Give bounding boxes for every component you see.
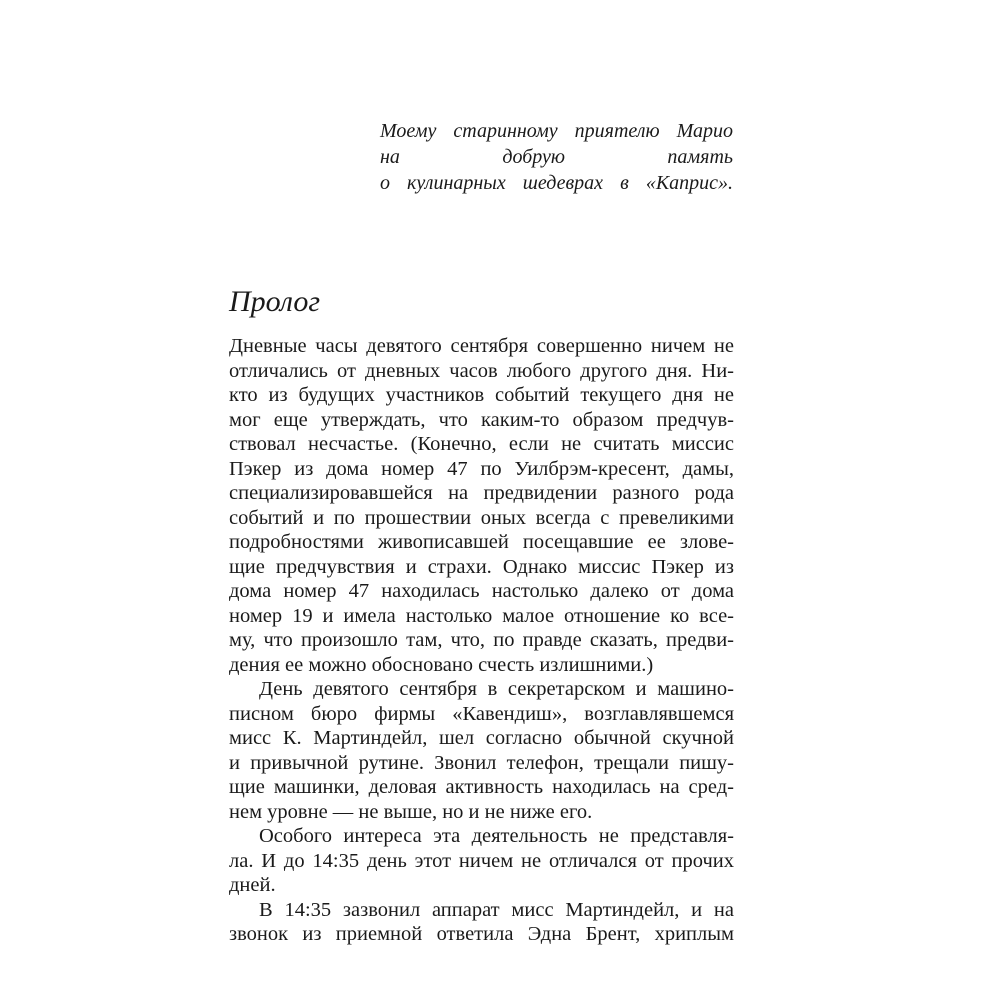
text-line: В 14:35 зазвонил аппарат мисс Мартиндейл, и на xyxy=(259,898,734,921)
text-line: отличались от дневных часов любого другого дня. Ни- xyxy=(229,359,734,382)
text-line: номер 19 и имела настолько малое отношение ко все- xyxy=(229,604,734,627)
text-line: и привычной рутине. Звонил телефон, трещали пишу- xyxy=(229,751,734,774)
epigraph-line: о кулинарных шедеврах в «Каприс». xyxy=(380,172,733,194)
text-line: дома номер 47 находилась настолько далеко от дома xyxy=(229,580,734,602)
text-line: нем уровне — не выше, но и не ниже его. xyxy=(229,800,593,823)
text-line: специализировавшейся на предвидении разного рода xyxy=(229,482,734,504)
epigraph-line: Моему старинному приятелю Марио xyxy=(380,120,733,142)
text-line: мог еще утверждать, что каким-то образом предчув- xyxy=(229,408,734,431)
text-line: му, что произошло там, что, по правде сказать, предви- xyxy=(229,629,734,651)
paragraph xyxy=(229,334,734,677)
epigraph xyxy=(380,118,733,196)
body-text xyxy=(229,334,734,947)
text-line: Дневные часы девятого сентября совершенно ничем не xyxy=(229,335,734,357)
paragraph xyxy=(229,898,734,947)
text-line: звонок из приемной ответила Эдна Брент, хриплым xyxy=(229,923,734,945)
text-line: мисс К. Мартиндейл, шел согласно обычной скучной xyxy=(229,727,734,749)
paragraph xyxy=(229,677,734,824)
text-line: писном бюро фирмы «Кавендиш», возглавлявшемся xyxy=(229,702,734,725)
text-line: событий и по прошествии оных всегда с превеликими xyxy=(229,506,734,529)
chapter-title: Пролог xyxy=(229,285,321,318)
paragraph xyxy=(229,824,734,898)
text-line: щие предчувствия и страхи. Однако миссис Пэкер из xyxy=(229,555,734,578)
text-line: День девятого сентября в секретарском и машино- xyxy=(259,678,734,700)
text-line: Пэкер из дома номер 47 по Уилбрэм-кресент, дамы, xyxy=(229,457,734,480)
text-line: ствовал несчастье. (Конечно, если не считать миссис xyxy=(229,433,734,455)
text-line: ла. И до 14:35 день этот ничем не отличался от прочих xyxy=(229,849,734,872)
text-line: кто из будущих участников событий текущего дня не xyxy=(229,384,734,406)
text-line: дней. xyxy=(229,874,276,896)
text-line: щие машинки, деловая активность находилась на сред- xyxy=(229,776,734,798)
epigraph-line: на добрую память xyxy=(380,146,733,168)
text-line: дения ее можно обосновано счесть излишними.) xyxy=(229,653,654,676)
text-line: Особого интереса эта деятельность не представля- xyxy=(259,825,734,847)
text-line: подробностями живописавшей посещавшие ее злове- xyxy=(229,531,734,553)
